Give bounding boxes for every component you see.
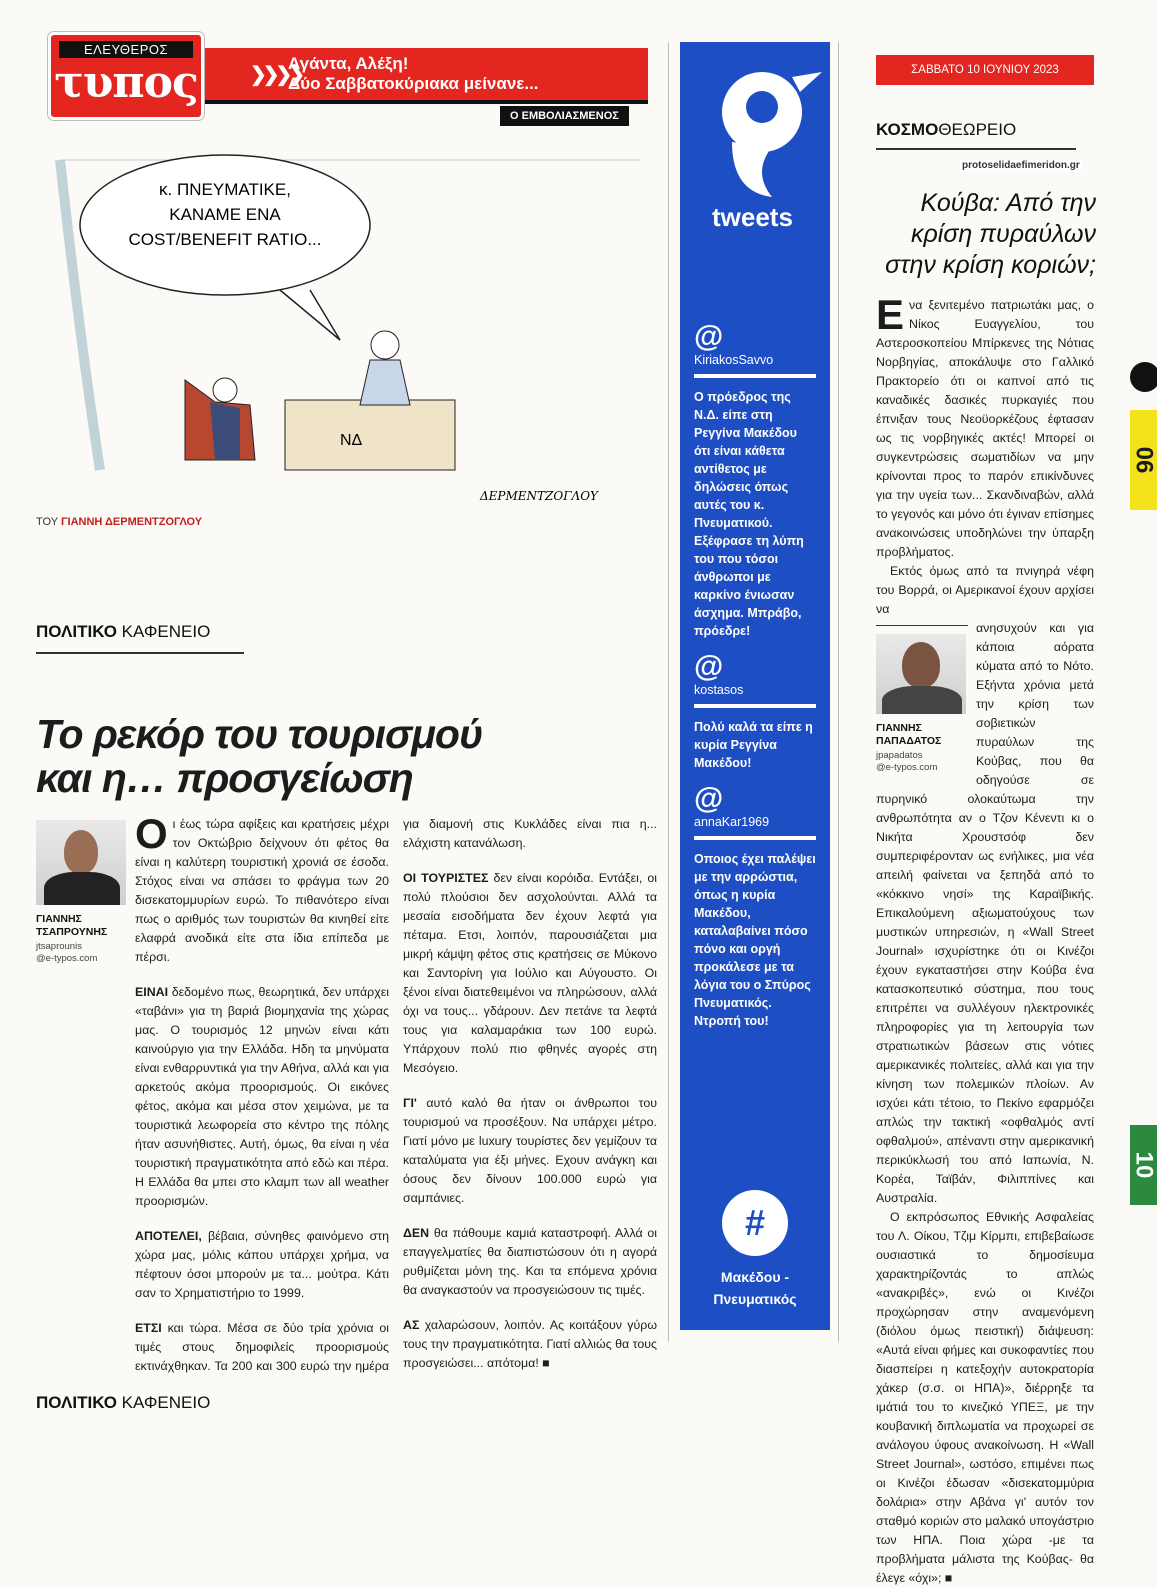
paragraph-text: δεν είναι κορόιδα. Εντάξει, οι πολύ πλούσιοι δεν ασχολούνται. Αλλά τα μεσαία εισοδήματα δεν έχουν λεφτά για πέταμα. Ετσι, λοιπόν, παρουσιάζεται μια μικρή κάμψη φέτος στις κρατήσεις σε Μύκονο και Σαντορίνη για Ιούλιο και Αύγουστο. Οι ξένοι είναι διατεθειμένοι να πληρώσουν, αλλά όχι να τους... γδάρουν. Δεν πετάνε τα λεφτά τους για καλαμαράκια των 100 ευρώ. Υπάρχουν πολύ πιο φθηνές αγορές στη Μεσόγειο. [403,871,657,1075]
tweet-user[interactable]: KiriakosSavvo [694,353,774,367]
dropcap: Ε [876,291,905,338]
paragraph: να ξενιτεμένο πατριωτάκι μας, ο Νίκος Ευαγγελίου, του Αστεροσκοπείου Μπίρκενες της Νότιας Νορβηγίας, αποκάλυψε στο Γαλλικό Πρακτορείο ότι οι καπνοί από τις καναδικές δασικές πυρκαγιές που έπνιξαν τους Νεοϋορκέζους έφτασαν ως τις νορβηγικές ακτές! Μπορεί οι συγκεντρώσεις σωματιδίων να μην κρίνονται προς το παρόν επικίνδυνες για την υγεία των... Σκανδιναβών, αλλά το γεγονός και μόνο ότι έγιναν επίσημες ανακοινώσεις υποδηλώνει την ύπαρξη προβλήματος. [876,298,1094,559]
logo-small: ΕΛΕΥΘΕΡΟΣ [59,41,193,58]
paragraph-text: ι έως τώρα αφίξεις και κρατήσεις μέχρι τον Οκτώβριο δείχνουν ότι φέτος θα είναι η καλύτερη τουριστική χρονιά σε έσοδα. Στόχος είναι να σπάσει το φράγμα των 20 δισεκατομμυρίων ευρώ. Το πιθανότερο είναι πως ο αριθμός των τουριστών θα κινηθεί είτε ελαφρά ανοδικά είτε στα ίδια επίπεδα με πέρσι. [135,817,389,964]
paragraph [135,810,389,967]
author-name: ΓΙΑΝΝΗΣ ΤΣΑΠΡΟΥΝΗΣ [36,913,108,938]
tweet [694,322,816,640]
article-body [135,810,657,1383]
hashtag-label: Μακέδου - Πνευματικός [713,1269,797,1307]
section-bold: ΠΟΛΙΤΙΚΟ [36,622,117,641]
paragraph [135,1227,389,1303]
section-rule [36,652,244,654]
tweet [694,784,816,1030]
caption-prefix: ΤΟΥ [36,516,58,528]
paragraph [403,1316,657,1373]
divider [694,374,816,378]
paragraph-text: δεδομένο πως, θεωρητικά, δεν υπάρχει «ταβάνι» για τη βαριά βιομηχανία της χώρας μας. Ο τουρισμός 12 μηνών είναι κάτι καινούργιο για την Ελλάδα. Ηδη τα μηνύματα είναι ενθαρρυντικά για την Αθήνα, αλλά και για αρκετούς ακόμα προορισμούς. Οι εικόνες φέτος, ακόμα και μέσα στον χειμώνα, με τα τουριστικά λεωφορεία στο κέντρο της πόλης ήταν ασυνήθιστες. Αυτή, όμως, θα είναι η νέα τουριστική πραγματικότητα από εδώ και πέρα. Η Ελλάδα θα μπει στο κλαμπ των all weather προορισμών. [135,985,389,1208]
desk-label: ΝΔ [340,432,363,449]
lead-word: ΕΤΣΙ [135,1321,162,1335]
column-divider [838,42,839,1342]
watermark: protoselidaefimeridon.gr [962,160,1080,171]
lead-word: ΟΙ ΤΟΥΡΙΣΤΕΣ [403,871,489,885]
masthead-logo [48,32,204,120]
logo-big: τυπος [54,57,198,108]
author-email: jtsaprounis @e-typos.com [36,941,98,964]
article-body [876,291,1094,1588]
lead-word: ΓΙ' [403,1096,417,1110]
lead-word: ΑΠΟΤΕΛΕΙ, [135,1229,202,1243]
column-label: Ο ΕΜΒΟΛΙΑΣΜΕΝΟΣ [500,106,629,126]
tweet-text: Ο πρόεδρος της Ν.Δ. είπε στη Ρεγγίνα Μακέδου ότι είναι κάθετα αντίθετος με δηλώσεις όπως αυτές του κ. Πνευματικού. Εξέφρασε τη λύπη του που τόσοι άνθρωποι με καρκίνο ένιωσαν άσχημα. Μπράβο, πρόεδρε! [694,390,804,638]
tweet [694,652,816,772]
paragraph-text: και τώρα. Μέσα σε δύο τρία χρόνια οι τιμές στους δημοφιλείς προορισμούς εκτινάχθηκαν. Τα 200 και 300 ευρώ την ημέρα για διαμονή στις Κυκλάδες είναι πια η... ελάχιστη κατανάλωση. [135,817,657,1373]
paragraph: ανησυχούν και για κάποια αόρατα κύματα από το Νότο. Εξήντα χρόνια μετά την κρίση των σοβιετικών πυραύλων της Κούβας, που θα οδηγούσε σε πυρηνικό ολοκαύτωμα την ανθρωπότητα αν ο Τζον Κένεντι κι ο Νικήτα Χρουστσόφ δεν συμπεριφέρονταν ως ενήλικες, μια νέα απειλή φαίνεται να ξεπηδά από το «κόκκινο νησί» της Καραϊβικής. Επικαλούμενη αξιωματούχους των μυστικών υπηρεσιών, η «Wall Street Journal» ισχυρίστηκε ότι οι Κινέζοι έχουν εγκαταστήσει στην Κούβα ένα κατασκοπευτικό σύστημα, που τους επιτρέπει να συλλέγουν ηλεκτρονικές πληροφορίες για τη λειτουργία των στρατιωτικών βάσεων στις νότιες αμερικανικές πολιτείες, αλλά και για την κίνηση των πολεμικών πλοίων. Αν ισχύει κάτι τέτοιο, το Πεκίνο εφαρμόζει απλώς την τακτική «οφθαλμός αντί οφθαλμού», απέναντι στην αμερικανική περικύκλωσή του από Ιαπωνία, Ν. Κορέα, Ταϊβάν, Φιλιππίνες και Αυστραλία. [876,621,1094,1205]
paragraph [135,983,389,1211]
footer-section-title: ΠΟΛΙΤΙΚΟ ΚΑΦΕΝΕΙΟ [36,1392,211,1412]
section-rule [876,148,1076,150]
lead-word: ΕΙΝΑΙ [135,985,169,999]
paragraph [403,1094,657,1208]
speech-line: ΚΑΝΑΜΕ ΕΝΑ [169,205,281,224]
divider [694,836,816,840]
tweets-logo [694,42,816,310]
speech-line: COST/BENEFIT RATIO... [128,230,322,249]
hashtag-block [694,1190,816,1330]
speech-line: κ. ΠΝΕΥΜΑΤΙΚΕ, [159,180,291,199]
paragraph: Εκτός όμως από τα πνιγηρά νέφη του Βορρά, οι Αμερικανοί έχουν αρχίσει να [876,564,1094,616]
chevrons-icon: ❯❯❯❯ [250,64,302,86]
tweet-text: Οποιος έχει παλέψει με την αρρώστια, όπως η κυρία Μακέδου, καταλαβαίνει πόσο πόνο και οργή προκάλεσε με τα λόγια του ο Σπύρος Πνευματικός. Ντροπή του! [694,852,816,1028]
article-headline [36,712,656,800]
headline-line: και η… προσγείωση [36,755,413,801]
cartoon-illustration [40,140,640,510]
section-title [36,622,210,642]
article-headline: Κούβα: Από την κρίση πυραύλων στην κρίση κοριών; [885,189,1096,279]
page-tab: 06 [1130,410,1157,510]
section-light: ΚΑΦΕΝΕΙΟ [121,622,211,641]
author-name: ΓΙΑΝΝΗΣ ΠΑΠΑΔΑΤΟΣ [876,722,942,747]
bird-icon [712,52,822,202]
paragraph-text: θα πάθουμε καμιά καταστροφή. Αλλά οι επαγγελματίες θα διαπιστώσουν ότι η αγορά ρυθμίζεται μόνη της. Και τα επόμενα χρόνια θα αναγκαστούν να προσγειώσουν τις τιμές. [403,1226,657,1297]
hashtag-icon: # [722,1190,788,1256]
at-icon: @ [694,650,724,683]
page-tab: 10 [1130,1125,1157,1205]
author-box [36,820,130,965]
paragraph: Ο εκπρόσωπος Εθνικής Ασφαλείας του Λ. Οίκου, Τζιμ Κίρμπι, επιβεβαίωσε ουσιαστικά το δημοσίευμα χαρακτηρίζοντάς το απλώς «ανακριβές», ενώ οι Κινέζοι προχώρησαν στην αναμενόμενη (διόλου όμως πειστική) διάψευση: «Αυτά είναι φήμες και συκοφαντίες που διασπείρει η κατεξοχήν αυτοκρατορία χάκερ (σ.σ. οι ΗΠΑ)», διέρρηξε τα ιμάτιά του το κινεζικό ΥΠΕΞ, με την κουβανική διπλωματία να προχωρεί σε ανάλογου ύφους ανακοίνωση. Η «Wall Street Journal», ωστόσο, επιμένει πως οι Κινέζοι έδωσαν «δισεκατομμύρια δολάρια» στην Αβάνα γι' αυτόν τον σταθμό κοριών στο μαλακό υπογάστριο των ΗΠΑ. Ποια χώρα -με τα προβλήματα μάλιστα της Κούβας- θα έλεγε «όχι»; ■ [876,1210,1094,1585]
lead-word: ΔΕΝ [403,1226,430,1240]
author-box [876,625,968,774]
tweet-list [694,310,816,1038]
paragraph-text: αυτό καλό θα ήταν οι άνθρωποι του τουρισμού να προσέξουν. Να υπάρχει μέτρο. Γιατί μόνο με luxury τουρίστες δεν γεμίζουν τα καταλύματα για έξι μήνες. Εχουν ανάγκη και όσους δεν δίνουν 100.000 ευρώ για σαμπάνιες. [403,1096,657,1205]
author-photo [876,634,966,714]
banner-line1: Αγάντα, Αλέξη! [288,54,409,73]
section-title: ΚΟΣΜΟΘΕΩΡΕΙΟ [876,120,1017,139]
lead-word: ΑΣ [403,1318,420,1332]
tweet-text: Πολύ καλά τα είπε η κυρία Ρεγγίνα Μακέδου! [694,720,813,770]
tweet-user[interactable]: kostasos [694,683,744,697]
page-marker-dot [1130,362,1157,392]
column-divider [668,42,669,1342]
cartoon-caption [36,516,202,528]
paragraph [403,1224,657,1300]
caption-name: ΓΙΑΝΝΗ ΔΕΡΜΕΝΤΖΟΓΛΟΥ [60,516,203,528]
headline-line: Το ρεκόρ του τουρισμού [36,711,483,757]
banner-line2: Δύο Σαββατοκύριακα μείνανε... [288,74,539,93]
issue-date: ΣΑΒΒΑΤΟ 10 ΙΟΥΝΙΟΥ 2023 [876,55,1094,85]
author-email: jpapadatos @e-typos.com [876,750,938,773]
divider [694,704,816,708]
author-photo [36,820,126,905]
paragraph [403,869,657,1078]
tweet-user[interactable]: annaKar1969 [694,815,770,829]
at-icon: @ [694,320,724,353]
tweets-column [680,42,830,1330]
cartoonist-signature: ΔΕΡΜΕΝΤΖΟΓΛΟΥ [480,489,598,503]
tweets-wordmark: tweets [712,202,793,232]
dropcap: Ο [135,810,168,857]
paragraph-text: χαλαρώσουν, λοιπόν. Ας κοιτάξουν γύρω τους την πραγματικότητα. Γιατί αλλιώς θα τους προσγειώσει... απότομα! ■ [403,1318,657,1370]
paragraph-text: βέβαια, σύνηθες φαινόμενο στη χώρα μας, μόλις κάπου υπάρχει χρήμα, να πέφτουν όσοι μπορούν με τα... μούτρα. Κάτι σαν το Χρηματιστήριο το 1999. [135,1229,389,1300]
at-icon: @ [694,782,724,815]
